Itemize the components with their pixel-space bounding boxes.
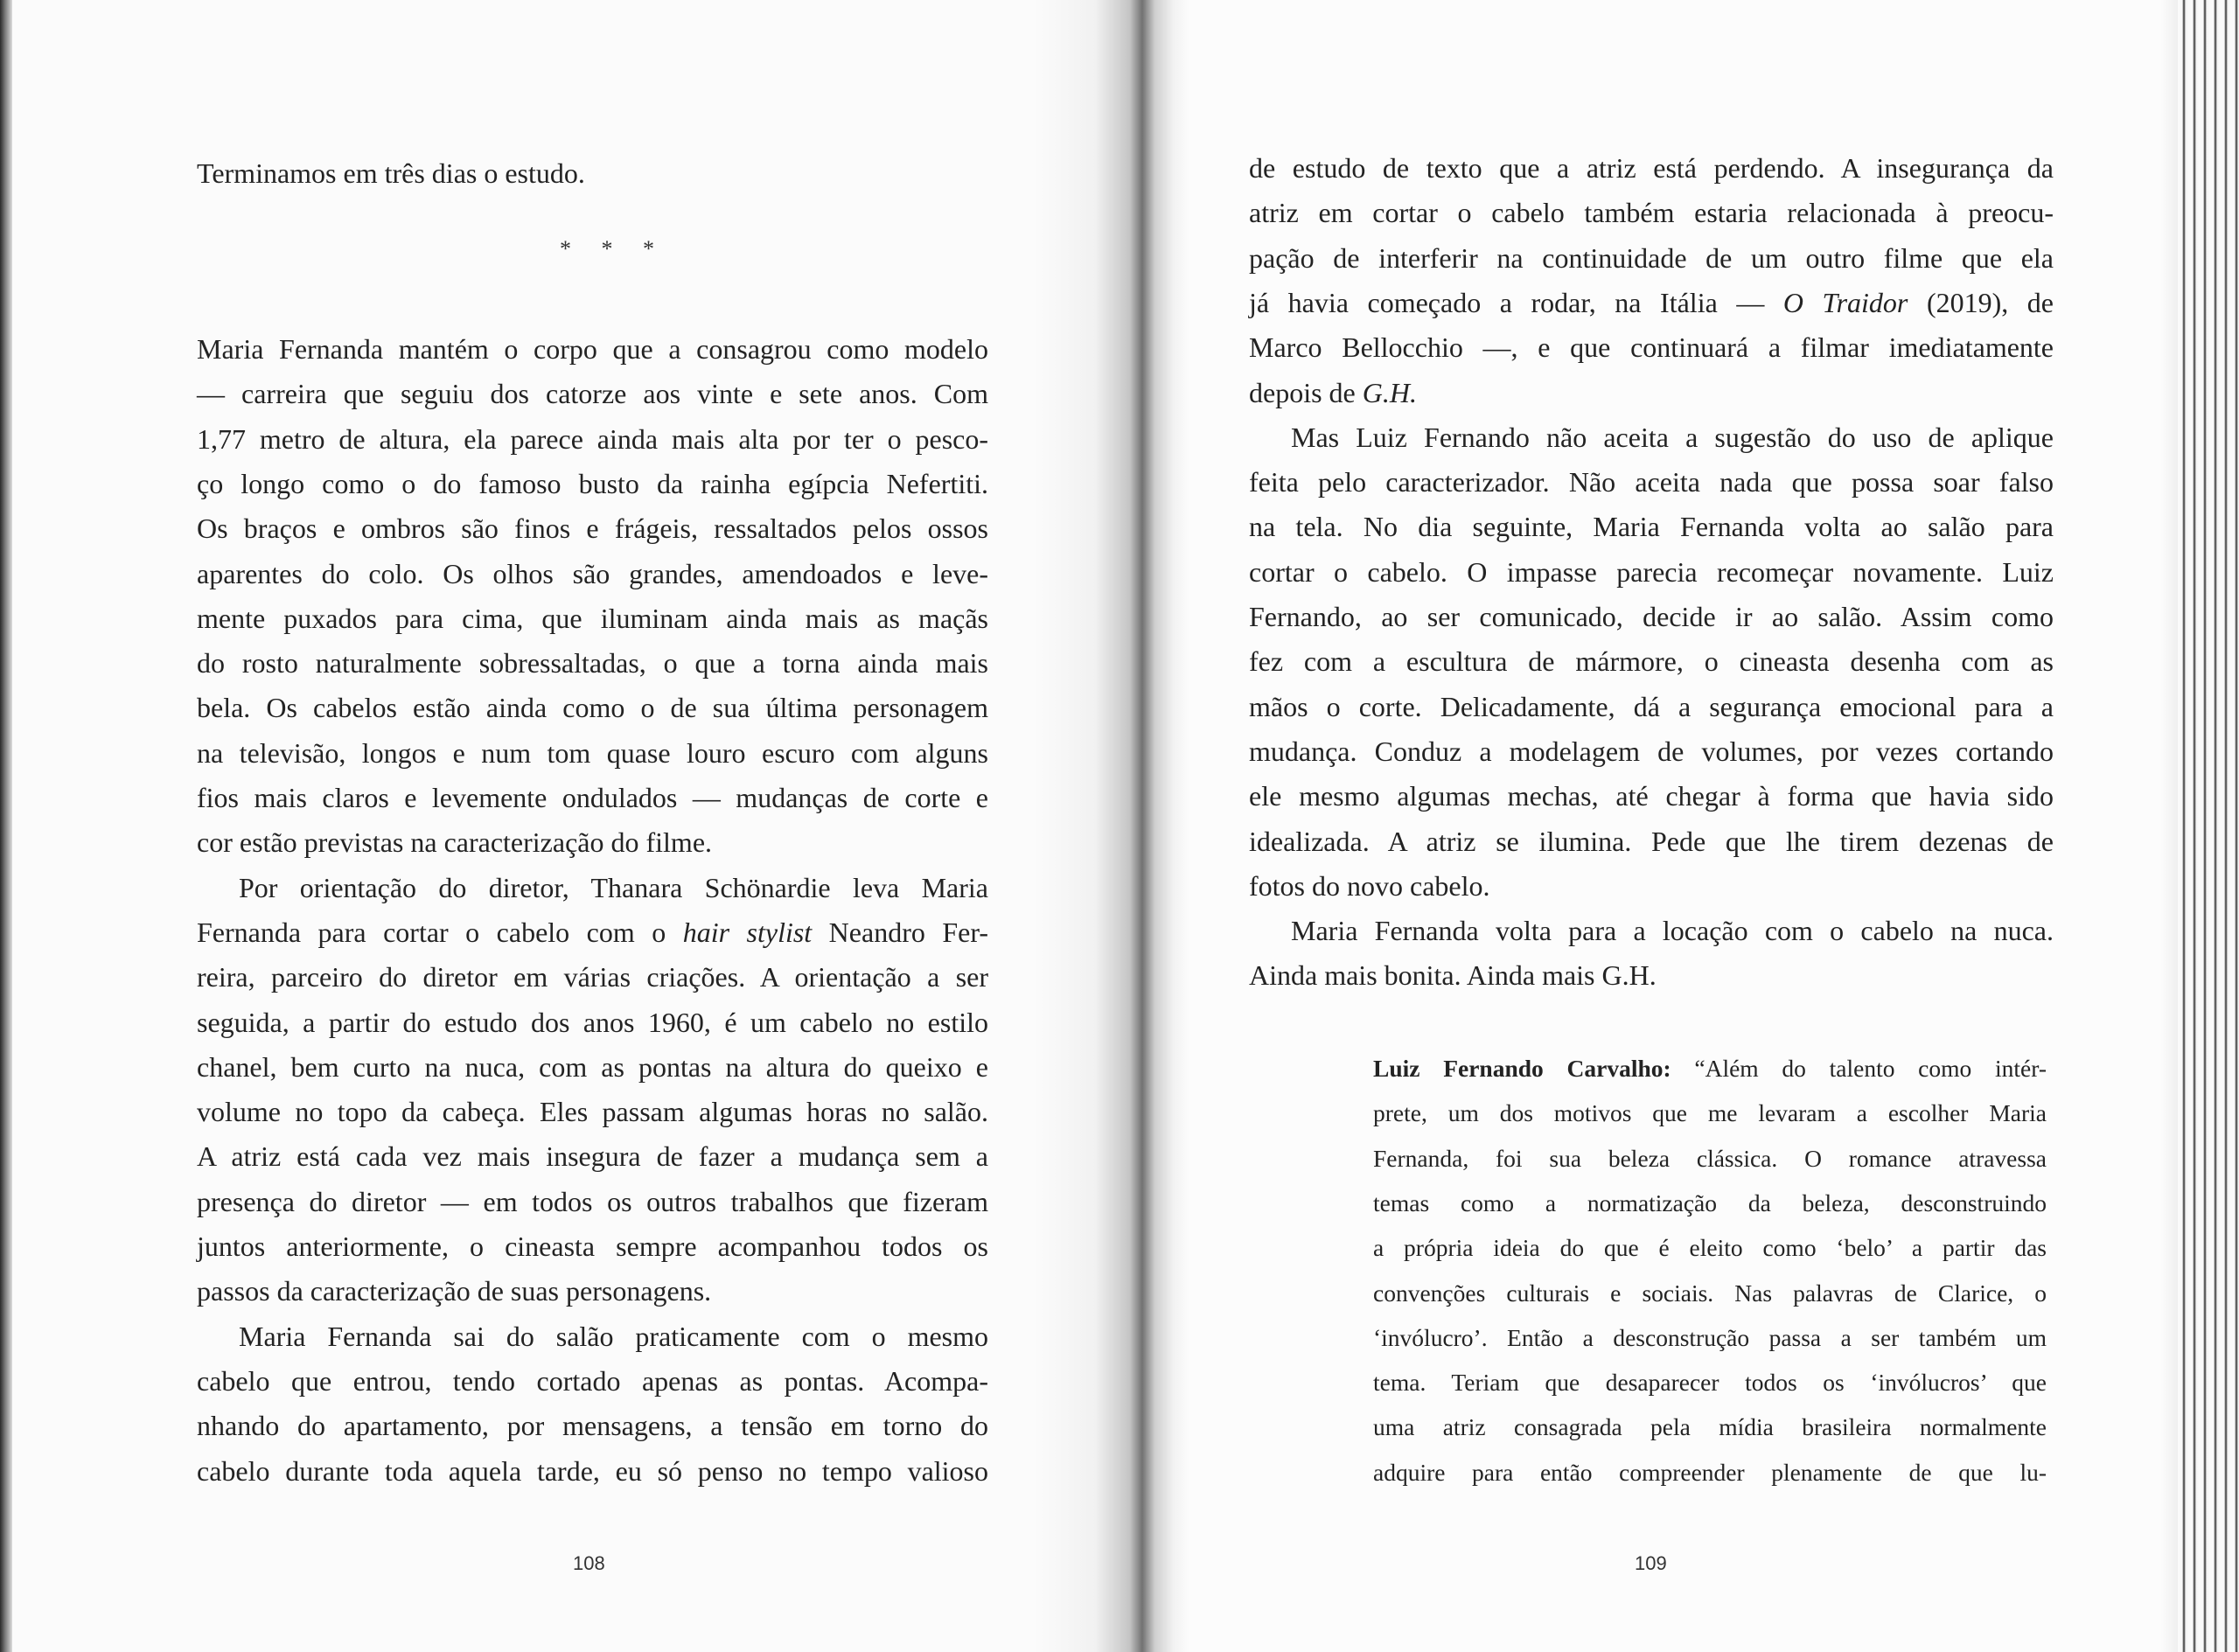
line-content [1249,550,2054,595]
line-content [197,327,988,372]
text-run: G.H. [1362,377,1417,408]
line-content [1249,729,2054,774]
text-line [197,552,988,596]
line-content [1249,236,2054,281]
line-content [197,1359,988,1404]
text-line [1249,819,2054,864]
text-run: Ainda mais bonita. Ainda mais G.H. [1249,959,1657,991]
text-line [197,506,988,551]
text-run: de estudo de texto que a atriz está perdendo. A insegurança da [1249,152,2054,184]
text-line [1249,191,2054,235]
text-line [197,910,988,955]
line-content [1249,685,2054,729]
text-line [1249,505,2054,549]
text-run: cabelo durante toda aquela tarde, eu só penso no tempo valioso [197,1455,988,1487]
text-line [1373,1315,2047,1360]
line-content [1291,909,2054,953]
text-line [1249,774,2054,819]
text-line [1373,1181,2047,1225]
text-line [1373,1271,2047,1315]
text-run: fios mais claros e levemente ondulados — mudanças de corte e [197,782,988,813]
line-content [1249,505,2054,549]
text-run: chanel, bem curto na nuca, com as pontas na altura do queixo e [197,1051,988,1083]
line-content [197,826,712,858]
text-line [1249,550,2054,595]
text-run: Os braços e ombros são finos e frágeis, ressaltados pelos ossos [197,512,988,544]
line-content [1249,774,2054,819]
text-line [197,1359,988,1404]
text-run: nhando do apartamento, por mensagens, a tensão em torno do [197,1410,988,1441]
line-content [1291,415,2054,460]
line-content [1249,639,2054,684]
text-run: Maria Fernanda volta para a locação com o cabelo na nuca. [1291,915,2054,946]
text-line [1291,415,2054,460]
text-run: depois de [1249,377,1363,408]
line-content [1373,1360,2047,1405]
text-line [1373,1405,2047,1449]
text-run: temas como a normatização da beleza, desconstruindo [1373,1189,2047,1216]
line-content [197,372,988,416]
line-content [1249,819,2054,864]
text-line [197,1224,988,1269]
text-line [197,1269,988,1314]
text-run: Mas Luiz Fernando não aceita a sugestão do uso de aplique [1291,422,2054,453]
line-content [197,910,988,955]
text-line [1249,325,2054,370]
line-content [197,1180,988,1224]
text-line [1373,1091,2047,1135]
text-run: Maria Fernanda sai do salão praticamente com o mesmo [239,1321,988,1352]
text-run: na tela. No dia seguinte, Maria Fernanda volta ao salão para [1249,511,2054,542]
text-line [197,1180,988,1224]
text-run: Marco Bellocchio —, e que continuará a filmar imediatamente [1249,331,2054,363]
text-line [1249,146,2054,191]
text-line [1249,729,2054,774]
line-content [1373,1091,2047,1135]
text-line [197,1090,988,1134]
text-line [1373,1046,2047,1091]
text-run: ‘invólucro’. Então a desconstrução passa a ser também um [1373,1324,2047,1351]
text-run: na televisão, longos e num tom quase louro escuro com alguns [197,737,988,769]
text-line [197,417,988,462]
line-content [197,641,988,686]
text-run: aparentes do colo. Os olhos são grandes, amendoados e leve- [197,558,988,589]
text-run: A atriz está cada vez mais insegura de fazer a mudança sem a [197,1140,988,1172]
text-run: (2019), de [1908,287,2054,318]
line-content [239,866,988,910]
line-content [1373,1046,2047,1091]
text-line [197,776,988,820]
text-line [1249,639,2054,684]
text-run: Por orientação do diretor, Thanara Schönardie leva Maria [239,872,988,903]
text-run: Fernando, ao ser comunicado, decide ir ao salão. Assim como [1249,601,2054,632]
text-line [1249,685,2054,729]
text-line [197,462,988,506]
text-run: presença do diretor — em todos os outros trabalhos que fizeram [197,1186,988,1217]
text-run: Maria Fernanda mantém o corpo que a consagrou como modelo [197,333,988,365]
text-run: mente puxados para cima, que iluminam ainda mais as maçãs [197,603,988,634]
line-content [1249,325,2054,370]
text-line [197,1000,988,1045]
text-line [1373,1136,2047,1181]
text-run: bela. Os cabelos estão ainda como o de sua última personagem [197,692,988,723]
text-line [1249,595,2054,639]
text-run: tema. Teriam que desaparecer todos os ‘invólucros’ que [1373,1369,2047,1396]
text-run: O Traidor [1782,287,1908,318]
text-run: idealizada. A atriz se ilumina. Pede que lhe tirem dezenas de [1249,826,2054,857]
text-line [1249,460,2054,505]
line-content [197,955,988,1000]
text-run: Fernanda para cortar o cabelo com o [197,917,683,948]
page-number-right: 109 [1635,1552,1667,1574]
opening-line: Terminamos em três dias o estudo. [197,157,585,189]
section-separator: * * * [560,236,666,261]
line-content [1373,1181,2047,1225]
line-content [1249,281,2054,325]
line-content [197,462,988,506]
line-content [1373,1271,2047,1315]
text-line [197,686,988,730]
line-content [197,731,988,776]
line-content [197,1224,988,1269]
text-run: já havia começado a rodar, na Itália — [1249,287,1783,318]
text-run: reira, parceiro do diretor em várias criações. A orientação a ser [197,961,988,993]
text-run: uma atriz consagrada pela mídia brasileira normalmente [1373,1413,2047,1440]
text-run: atriz em cortar o cabelo também estaria relacionada à preocu- [1249,197,2054,228]
text-line [1373,1360,2047,1405]
text-run: 1,77 metro de altura, ela parece ainda mais alta por ter o pesco- [197,423,988,455]
text-run: cortar o cabelo. O impasse parecia recomeçar novamente. Luiz [1249,556,2054,588]
line-content [1249,595,2054,639]
line-content [197,1449,988,1494]
text-run: “Além do talento como intér- [1671,1055,2047,1082]
page-stack-edge [2178,0,2239,1652]
text-line [197,596,988,641]
text-run: ele mesmo algumas mechas, até chegar à forma que havia sido [1249,780,2054,812]
text-run: ço longo como o do famoso busto da rainha egípcia Nefertiti. [197,468,988,499]
text-line [197,731,988,776]
line-content [197,686,988,730]
line-content [197,1000,988,1045]
line-content [1249,191,2054,235]
text-line [1249,953,2054,998]
text-line [1373,1450,2047,1495]
text-line [239,866,988,910]
text-run: seguida, a partir do estudo dos anos 1960, é um cabelo no estilo [197,1007,988,1038]
text-run: mudança. Conduz a modelagem de volumes, por vezes cortando [1249,735,2054,767]
text-run: hair stylist [682,917,813,948]
line-content [1249,870,1490,902]
text-line [197,955,988,1000]
line-content [1249,460,2054,505]
text-run: fotos do novo cabelo. [1249,870,1490,902]
text-run: volume no topo da cabeça. Eles passam algumas horas no salão. [197,1096,988,1127]
line-content [1373,1450,2047,1495]
text-run: juntos anteriormente, o cineasta sempre acompanhou todos os [197,1230,988,1262]
text-line [1249,864,2054,909]
book-cover-edge [0,0,12,1652]
text-line [1373,1225,2047,1270]
text-run: fez com a escultura de mármore, o cineasta desenha com as [1249,645,2054,677]
text-run: Luiz Fernando Carvalho: [1373,1055,1671,1082]
text-line [197,372,988,416]
text-run: Fernanda, foi sua beleza clássica. O romance atravessa [1373,1145,2047,1172]
line-content [1373,1315,2047,1360]
line-content [197,596,988,641]
line-content [197,1090,988,1134]
text-run: do rosto naturalmente sobressaltadas, o que a torna ainda mais [197,647,988,679]
text-run: pação de interferir na continuidade de um outro filme que ela [1249,242,2054,274]
text-line [197,1134,988,1179]
text-run: mãos o corte. Delicadamente, dá a segurança emocional para a [1249,691,2054,722]
line-content [197,1404,988,1448]
line-content [197,1275,711,1307]
text-line [1249,371,2054,415]
text-line [1249,281,2054,325]
text-line [197,641,988,686]
text-line [197,1404,988,1448]
line-content [197,776,988,820]
text-run: cabelo que entrou, tendo cortado apenas as pontas. Acompa- [197,1365,988,1397]
line-content [1249,377,1417,408]
line-content [197,552,988,596]
text-line [197,1449,988,1494]
text-run: convenções culturais e sociais. Nas palavras de Clarice, o [1373,1279,2047,1307]
line-content [1249,146,2054,191]
line-content [1249,959,1657,991]
text-run: feita pelo caracterizador. Não aceita nada que possa soar falso [1249,466,2054,498]
line-content [197,506,988,551]
line-content [197,1045,988,1090]
page-number-left: 108 [573,1552,605,1574]
text-run: passos da caracterização de suas personagens. [197,1275,712,1307]
text-line [197,327,988,372]
line-content [1373,1136,2047,1181]
text-run: — carreira que seguiu dos catorze aos vinte e sete anos. Com [197,378,988,409]
text-line [239,1314,988,1359]
text-line [1291,909,2054,953]
text-run: cor estão previstas na caracterização do filme. [197,826,713,858]
line-content [197,417,988,462]
text-line [1249,236,2054,281]
line-content [1373,1405,2047,1449]
text-run: a própria ideia do que é eleito como ‘belo’ a partir das [1373,1234,2047,1261]
text-run: adquire para então compreender plenamente de que lu- [1373,1459,2047,1486]
line-content [197,1134,988,1179]
text-run: Neandro Fer- [812,917,989,948]
text-line [197,820,988,865]
text-run: prete, um dos motivos que me levaram a escolher Maria [1373,1099,2047,1126]
line-content [239,1314,988,1359]
line-content [1373,1225,2047,1270]
text-line [197,1045,988,1090]
